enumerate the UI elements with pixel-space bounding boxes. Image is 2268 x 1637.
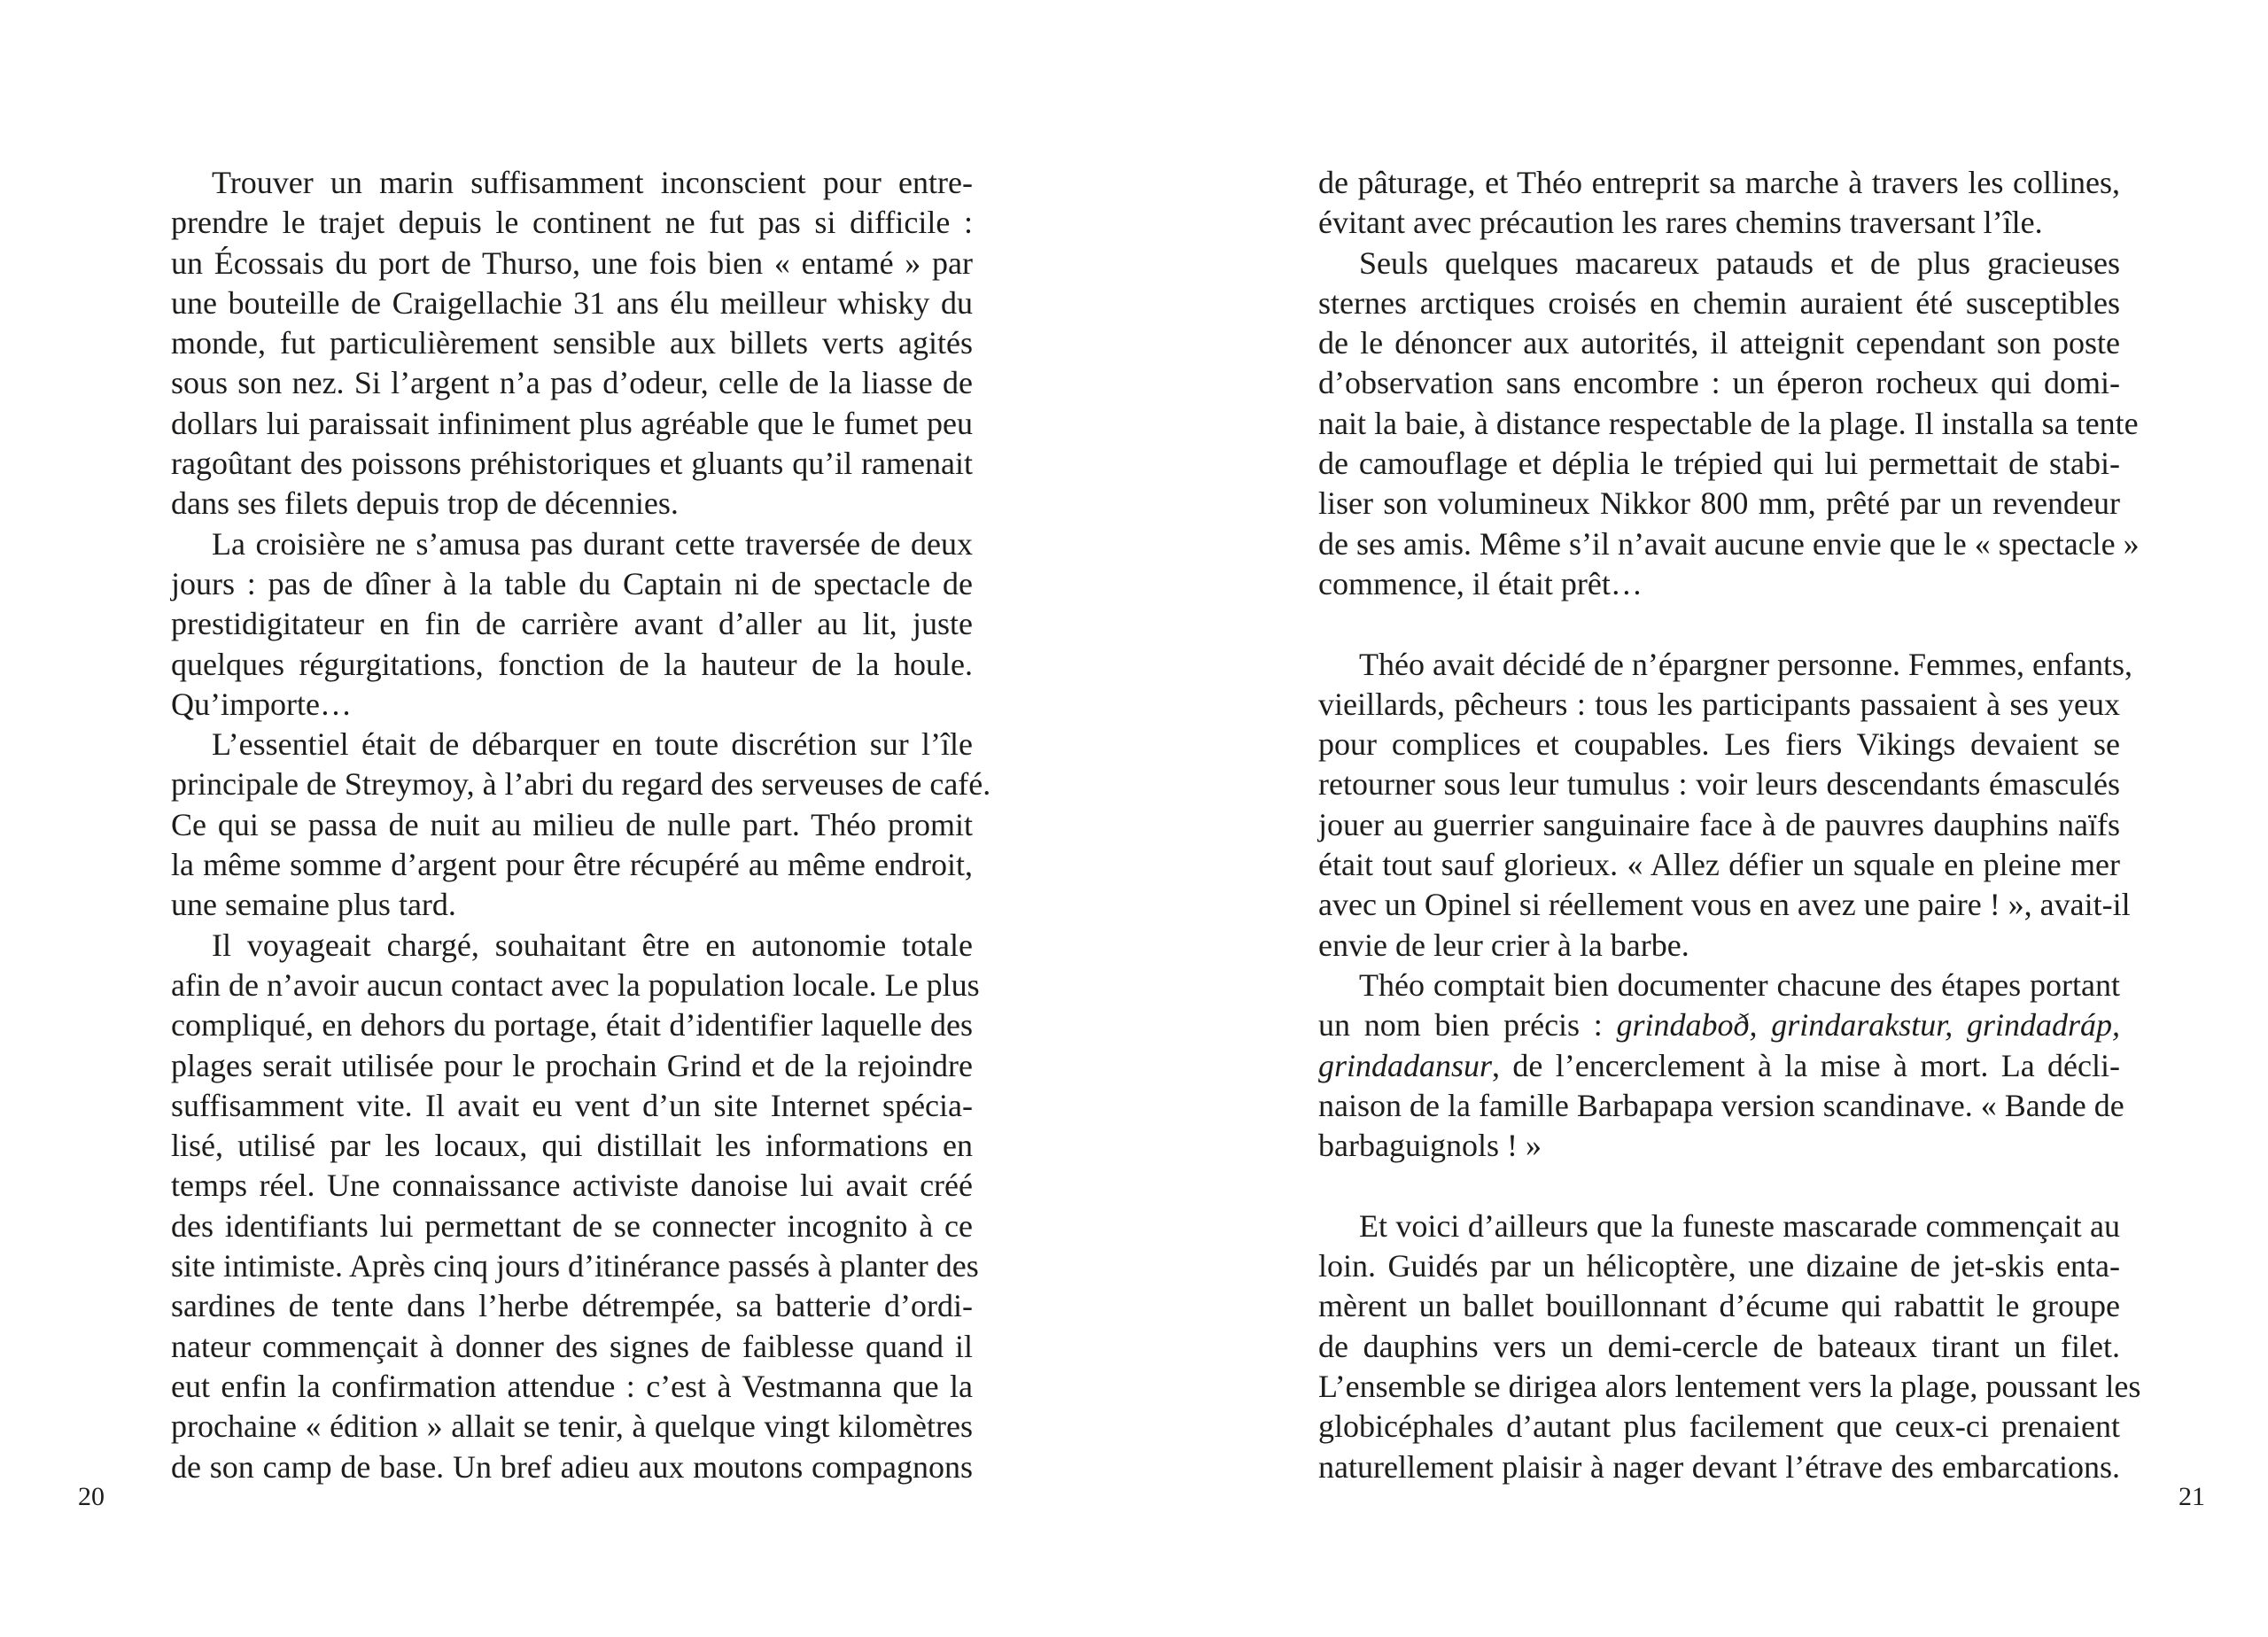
text-line: Ce qui se passa de nuit au milieu de nulle part. Théo promit	[171, 806, 973, 842]
text-line: pour complices et coupables. Les fiers Vikings devaient se	[1318, 726, 2120, 763]
text-line: loin. Guidés par un hélicoptère, une dizaine de jet-skis enta-	[1318, 1248, 2120, 1284]
text-line: mèrent un ballet bouillonnant d’écume qui rabattit le groupe	[1318, 1288, 2120, 1324]
text-line: barbaguignols ! »	[1318, 1128, 1542, 1164]
italic-term: grindaboð, grindarakstur, grindadráp,	[1616, 1007, 2120, 1043]
text-line: une semaine plus tard.	[171, 887, 456, 923]
text-line: site intimiste. Après cinq jours d’itinérance passés à planter des	[171, 1248, 979, 1284]
text-line: commence, il était prêt…	[1318, 565, 1643, 601]
right-page	[1134, 0, 2268, 1637]
text-line: Il voyageait chargé, souhaitant être en autonomie totale	[212, 927, 973, 963]
text-line: de le dénoncer aux autorités, il atteignit cependant son poste	[1318, 325, 2120, 361]
text-line: Seuls quelques macareux patauds et de plus gracieuses	[1359, 244, 2120, 281]
text-line: Et voici d’ailleurs que la funeste mascarade commençait au	[1359, 1207, 2120, 1244]
text-line: L’ensemble se dirigea alors lentement vers la plage, poussant les	[1318, 1368, 2141, 1404]
text-line: vieillards, pêcheurs : tous les participants passaient à ses yeux	[1318, 686, 2120, 722]
text-line	[1318, 1005, 2120, 1045]
text-line: dans ses filets depuis trop de décennies.	[171, 485, 679, 522]
text-line: un Écossais du port de Thurso, une fois bien « entamé » par	[171, 244, 973, 281]
text-line: une bouteille de Craigellachie 31 ans élu meilleur whisky du	[171, 284, 973, 321]
text-line: ragoûtant des poissons préhistoriques et gluants qu’il ramenait	[171, 446, 973, 482]
text-line: de son camp de base. Un bref adieu aux moutons compagnons	[171, 1448, 973, 1485]
text-line: retourner sous leur tumulus : voir leurs descendants émasculés	[1318, 766, 2120, 803]
left-page-text	[171, 163, 991, 1487]
text-line: de camouflage et déplia le trépied qui lui permettait de stabi-	[1318, 446, 2120, 482]
text-line: compliqué, en dehors du portage, était d’identifier laquelle des	[171, 1007, 973, 1043]
text-line: des identifiants lui permettant de se connecter incognito à ce	[171, 1207, 973, 1244]
text-line: jours : pas de dîner à la table du Captain ni de spectacle de	[171, 565, 973, 601]
text-line: de dauphins vers un demi-cercle de bateaux tirant un filet.	[1318, 1328, 2120, 1364]
text-line: La croisière ne s’amusa pas durant cette traversée de deux	[212, 525, 973, 562]
text-line: Qu’importe…	[171, 686, 352, 722]
text-line: plages serait utilisée pour le prochain Grind et de la rejoindre	[171, 1047, 973, 1083]
text-line: avec un Opinel si réellement vous en avez une paire ! », avait-il	[1318, 887, 2131, 923]
paragraph-break	[1318, 604, 2120, 644]
text-line: dollars lui paraissait infiniment plus agréable que le fumet peu	[171, 405, 973, 441]
text-line: d’observation sans encombre : un éperon rocheux qui domi-	[1318, 365, 2120, 401]
text-line: temps réel. Une connaissance activiste danoise lui avait créé	[171, 1168, 973, 1204]
text-line	[1318, 1046, 2120, 1086]
text-line: globicéphales d’autant plus facilement que ceux-ci prenaient	[1318, 1408, 2120, 1445]
text-segment: , de l’encerclement à la mise à mort. La décli-	[1492, 1047, 2120, 1083]
text-line: afin de n’avoir aucun contact avec la population locale. Le plus	[171, 966, 980, 1003]
text-line: sternes arctiques croisés en chemin auraient été susceptibles	[1318, 284, 2120, 321]
text-line: suffisamment vite. Il avait eu vent d’un site Internet spécia-	[171, 1087, 973, 1123]
text-line: de pâturage, et Théo entreprit sa marche à travers les collines,	[1318, 165, 2120, 200]
text-line: prendre le trajet depuis le continent ne fut pas si difficile :	[171, 205, 973, 241]
text-line: nateur commençait à donner des signes de faiblesse quand il	[171, 1328, 973, 1364]
paragraph-break	[1318, 1166, 2120, 1206]
text-line: naturellement plaisir à nager devant l’étrave des embarcations.	[1318, 1448, 2120, 1485]
text-line: nait la baie, à distance respectable de la plage. Il installa sa tente	[1318, 405, 2139, 441]
text-line: eut enfin la confirmation attendue : c’est à Vestmanna que la	[171, 1368, 973, 1404]
right-page-text	[1318, 163, 2141, 1487]
text-line: naison de la famille Barbapapa version scandinave. « Bande de	[1318, 1087, 2124, 1123]
text-line: prestidigitateur en fin de carrière avant d’aller au lit, juste	[171, 606, 973, 642]
text-line: évitant avec précaution les rares chemins traversant l’île.	[1318, 205, 2043, 241]
text-line: Théo avait décidé de n’épargner personne. Femmes, enfants,	[1359, 646, 2132, 682]
text-line: était tout sauf glorieux. « Allez défier un squale en pleine mer	[1318, 847, 2120, 883]
right-page-number: 21	[2179, 1482, 2205, 1511]
text-line: Trouver un marin suffisamment inconscient pour entre-	[212, 165, 973, 200]
text-line: envie de leur crier à la barbe.	[1318, 927, 1689, 963]
text-line: lisé, utilisé par les locaux, qui distillait les informations en	[171, 1128, 973, 1164]
left-page-number: 20	[78, 1482, 105, 1511]
text-line: L’essentiel était de débarquer en toute discrétion sur l’île	[212, 726, 973, 763]
text-line: quelques régurgitations, fonction de la hauteur de la houle.	[171, 646, 973, 682]
text-line: prochaine « édition » allait se tenir, à quelque vingt kilomètres	[171, 1408, 973, 1445]
text-line: jouer au guerrier sanguinaire face à de pauvres dauphins naïfs	[1318, 806, 2120, 842]
text-segment: un nom bien précis :	[1318, 1007, 1617, 1043]
text-line: de ses amis. Même s’il n’avait aucune envie que le « spectacle »	[1318, 525, 2140, 562]
italic-term: grindadansur	[1318, 1047, 1493, 1083]
text-line: Théo comptait bien documenter chacune des étapes portant	[1359, 966, 2120, 1003]
text-line: liser son volumineux Nikkor 800 mm, prêté par un revendeur	[1318, 485, 2120, 522]
text-line: sous son nez. Si l’argent n’a pas d’odeur, celle de la liasse de	[171, 365, 973, 401]
text-line: sardines de tente dans l’herbe détrempée, sa batterie d’ordi-	[171, 1288, 973, 1324]
text-line: principale de Streymoy, à l’abri du regard des serveuses de café.	[171, 766, 991, 803]
text-line: la même somme d’argent pour être récupéré au même endroit,	[171, 847, 973, 883]
text-line: monde, fut particulièrement sensible aux billets verts agités	[171, 325, 973, 361]
